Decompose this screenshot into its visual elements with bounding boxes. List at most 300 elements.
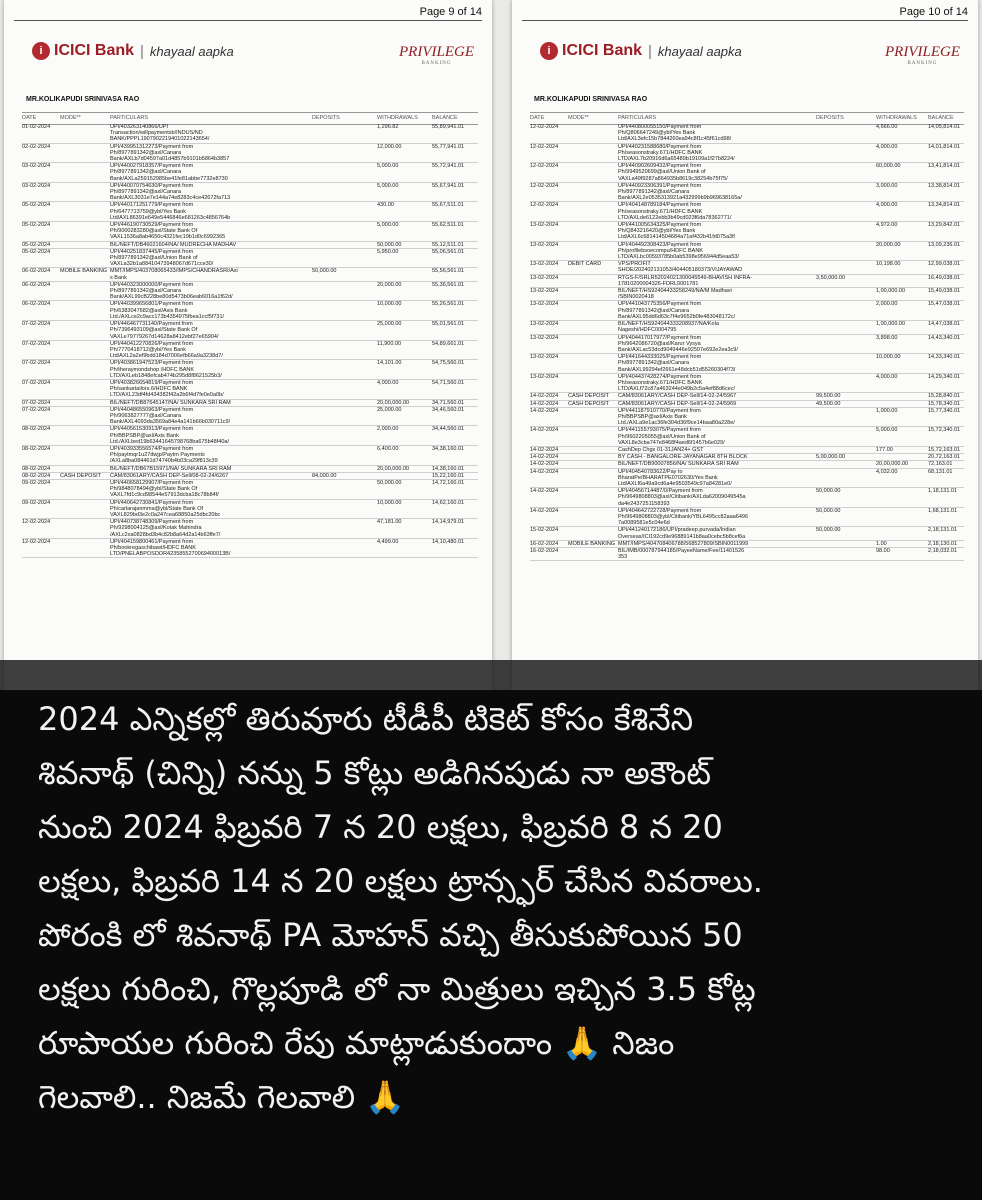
row-date: 07-02-2024 <box>22 399 51 406</box>
table-row <box>22 466 478 473</box>
row-deposit: 99,500.00 <box>816 393 841 400</box>
col-date-header: DATE <box>22 115 37 121</box>
particulars-line: UPI/404642722728/Payment from <box>618 507 702 514</box>
particulars-line: UPI/441043775356/Payment from <box>618 301 702 308</box>
row-particulars <box>618 242 810 261</box>
particulars-line: CAM/83061ARY/CASH DEP-Sell/08-02-24/6267 <box>110 472 229 479</box>
row-withdrawal: 10,198.00 <box>876 261 901 268</box>
particulars-line: Ph/9949520699@axl/Union Bank of <box>618 169 706 176</box>
row-withdrawal: 4,000.00 <box>876 373 898 380</box>
row-particulars <box>618 321 810 333</box>
particulars-line: CAM/83061ARY/CASH DEP-Sell/14-02-24/5967 <box>618 393 737 400</box>
table-row <box>22 400 478 407</box>
row-withdrawal: 1,000.00 <box>876 407 898 414</box>
row-balance: 15,47,038.01 <box>928 301 961 308</box>
row-balance: 15,77,340.01 <box>928 407 961 414</box>
particulars-line: Ltd/AXL3efc15b7844260ea94c8f1c45f61cd98/ <box>618 136 732 143</box>
particulars-line: Ph/8977891342@axl/Canara <box>110 149 182 156</box>
table-row <box>530 301 964 321</box>
row-particulars <box>618 469 810 488</box>
row-withdrawal: 177.00 <box>876 446 893 453</box>
bank-tagline: khayaal aapka <box>149 43 234 59</box>
particulars-line: VAXLa32b1a88410473948067d671cce30/ <box>110 261 214 268</box>
particulars-line: VAXL8e3cba747e8468f4aed6f1457b6e029/ <box>618 439 725 446</box>
row-particulars <box>618 508 810 527</box>
row-date: 13-02-2024 <box>530 274 559 281</box>
row-date: 05-02-2024 <box>22 202 51 209</box>
particulars-line: UPI/404148789184/Payment from <box>618 202 702 209</box>
row-withdrawal: 430.00 <box>377 202 394 209</box>
row-balance: 12,99,038.01 <box>928 261 961 268</box>
particulars-line: VAXLa49f9287a864935b8619c38254b75f75/ <box>618 175 728 182</box>
particulars-line: Ph/7396493109@axl/State Bank Of <box>110 327 198 334</box>
particulars-line: Ltd/AXL2a2ef9bdd184d7006efb66a9a3238d7/ <box>110 353 223 360</box>
row-balance: 13,09,236.01 <box>928 241 961 248</box>
row-balance: 55,36,561.01 <box>432 281 465 288</box>
particulars-line: Bank/AXL3031e7e144a74e8283c4ce42672fa713 <box>110 195 231 202</box>
row-balance: 14,14,979.01 <box>432 519 465 526</box>
particulars-line: Ph/9602205055@axl/Union Bank of <box>618 433 706 440</box>
table-row <box>22 282 478 302</box>
row-particulars <box>110 500 306 519</box>
table-row <box>22 426 478 446</box>
particulars-line: BIL/NEFT/HS924044333208937/NA/Kola <box>618 321 719 328</box>
row-particulars <box>110 242 306 248</box>
row-particulars <box>110 426 306 445</box>
row-withdrawal: 20,000.00 <box>377 281 402 288</box>
particulars-line: Ph/BBPSBP@axl/Axis Bank <box>110 432 179 439</box>
row-mode: MOBILE BANKING <box>568 540 616 547</box>
row-balance: 14,72,160.01 <box>432 479 465 486</box>
row-particulars <box>618 374 810 393</box>
row-withdrawal: 5,000.00 <box>377 163 399 170</box>
row-withdrawal: 25,000.00 <box>377 406 402 413</box>
particulars-line: Ph/8977891342@axl/Canara <box>110 288 182 295</box>
row-particulars <box>618 335 810 354</box>
table-row <box>22 124 478 144</box>
row-date: 13-02-2024 <box>530 334 559 341</box>
particulars-line: Bank/AXL99294ef2661e48dcb51d55260304f73/ <box>618 366 736 373</box>
row-date: 01-02-2024 <box>22 124 51 130</box>
row-particulars <box>110 183 306 202</box>
row-withdrawal: 5,000.00 <box>377 182 399 189</box>
particulars-line: 17810200004326-FDRL0001781 <box>618 280 699 287</box>
row-date: 12-02-2024 <box>530 202 559 209</box>
table-row <box>530 393 964 400</box>
icici-logo-icon: i <box>32 42 50 60</box>
post-caption <box>38 692 958 1124</box>
row-date: 07-02-2024 <box>22 406 51 413</box>
particulars-line: 7a0089581e5c04e6d <box>618 520 670 527</box>
row-balance: 14,05,814.01 <box>928 124 961 130</box>
row-deposit: 50,000.00 <box>816 488 841 495</box>
row-balance: 34,38,160.01 <box>432 445 465 452</box>
row-balance: 13,29,842.01 <box>928 222 961 229</box>
particulars-line: Ph/seasonstraky.671/HDFC BANK <box>618 379 703 386</box>
divider <box>522 20 968 21</box>
row-particulars <box>110 249 306 268</box>
particulars-line: Ph/8977891342@axl/Canara <box>110 169 182 176</box>
row-particulars <box>618 454 810 460</box>
row-deposit: 5,00,000.00 <box>816 454 846 461</box>
row-particulars <box>618 401 810 407</box>
row-withdrawal: 11,900.00 <box>377 340 402 347</box>
row-date: 07-02-2024 <box>22 379 51 386</box>
row-balance: 55,26,561.01 <box>432 301 465 308</box>
row-withdrawal: 10,000.00 <box>377 301 402 308</box>
page-number: Page 10 of 14 <box>899 6 968 18</box>
caption-line: లక్షలు గురించి, గొల్లపూడి లో నా మిత్రులు ఇచ్చిన 3.5 కోట్ల <box>38 970 756 1008</box>
row-balance: 15,78,340.01 <box>928 400 961 407</box>
bank-logo <box>540 42 742 60</box>
caption-line: శివనాథ్ (చిన్ని) నన్ను 5 కోట్లు అడిగినపుడు నా అకౌంట్ <box>38 754 712 792</box>
particulars-line: Ph/profilebsoecompu/HDFC BANK <box>618 247 703 254</box>
particulars-line: LTD/AXLf72c87a463244e049b2c5a4ef88d6cec/ <box>618 386 736 393</box>
row-balance: 15,28,840.01 <box>928 393 961 400</box>
particulars-line: Ph/bookregaschibawt/HDFC BANK <box>110 545 196 551</box>
table-row <box>530 548 964 561</box>
divider <box>14 20 482 21</box>
col-balance-header: BALANCE <box>432 115 458 121</box>
row-withdrawal: 1,296.82 <box>377 124 399 130</box>
table-row <box>530 222 964 242</box>
row-mode: DEBIT CARD <box>568 261 602 268</box>
row-balance: 13,41,814.01 <box>928 163 961 170</box>
row-particulars <box>618 548 810 560</box>
particulars-line: UPI/440231588680/Payment from <box>618 143 702 150</box>
particulars-line: Ph/sankartailors.6/HDFC BANK <box>110 386 188 393</box>
particulars-line: BIL/NEFT/HS92404433258249/NA/M Madhavi <box>618 288 732 295</box>
row-date: 05-02-2024 <box>22 248 51 255</box>
row-particulars <box>618 427 810 446</box>
particulars-line: UPI/441155793075/Payment from <box>618 427 701 434</box>
table-row <box>22 321 478 341</box>
particulars-line: UPI/403861947523/Payment from <box>110 360 194 367</box>
row-date: 16-02-2024 <box>530 548 559 554</box>
statement-page-right <box>512 0 978 690</box>
particulars-line: Bank/AXLb7d04597a01d4857b9101b5864b3857 <box>110 156 230 163</box>
particulars-line: Ph/7770418712@ybl/Yes Bank <box>110 346 187 353</box>
particulars-line: Ph/9649808803@axl/Citibank/AXLda62009049545a <box>618 494 746 501</box>
particulars-line: LTD/AXLeb1848efcab474b295d8f8621525b3/ <box>110 372 222 379</box>
particulars-line: BY CASH - BANGALORE-JAYANAGAR 8TH BLOCK <box>618 454 748 461</box>
row-date: 12-02-2024 <box>530 163 559 170</box>
particulars-line: UPI/440642730841/Payment from <box>110 499 194 506</box>
particulars-line: Ph/9000283280@axl/State Bank Of <box>110 228 198 235</box>
row-date: 13-02-2024 <box>530 373 559 380</box>
particulars-line: UPI/440323000000/Payment from <box>110 281 194 288</box>
particulars-line: BIL/NEFT/DB87645147/NA/ SUNKARA SRI RAM <box>110 399 231 406</box>
row-balance: 55,12,511.01 <box>432 241 464 248</box>
row-particulars <box>618 124 810 143</box>
caption-line: పోరంకి లో శివనాథ్ PA మోహన్ వచ్చి తీసుకుపోయిన 50 <box>38 916 743 954</box>
row-date: 06-02-2024 <box>22 281 51 288</box>
table-row <box>22 144 478 164</box>
row-withdrawal: 14,101.00 <box>377 360 402 367</box>
col-mode-header: MODE** <box>568 115 589 121</box>
row-withdrawal: 10,000.00 <box>876 354 901 361</box>
statement-page-left <box>4 0 492 690</box>
row-date: 13-02-2024 <box>530 222 559 229</box>
row-particulars <box>618 541 810 547</box>
table-row <box>22 202 478 222</box>
col-deposits-header: DEPOSITS <box>816 115 844 121</box>
row-particulars <box>618 447 810 453</box>
caption-line: లక్షలు, ఫిబ్రవరి 14 న 20 లక్షలు ట్రాన్స్ఫర్ చేసిన వివరాలు. <box>38 862 763 900</box>
table-row <box>530 354 964 374</box>
row-date: 13-02-2024 <box>530 241 559 248</box>
row-date: 09-02-2024 <box>22 499 51 506</box>
row-balance: 14,33,340.01 <box>928 354 961 361</box>
icici-logo-icon: i <box>540 42 558 60</box>
row-date: 03-02-2024 <box>22 182 51 189</box>
particulars-line: CAM/83061ARY/CASH DEP-Sell/14-02-24/5969 <box>618 400 737 407</box>
row-withdrawal: 4,000.00 <box>876 143 898 150</box>
table-row <box>530 202 964 222</box>
particulars-line: RTGS-F/SRLR52024021300045549-BHAVISH INFRA- <box>618 274 752 281</box>
row-balance: 20,72,163.01 <box>928 454 961 461</box>
row-date: 12-02-2024 <box>530 124 559 130</box>
table-row <box>530 527 964 540</box>
particulars-line: Ph/9848078494@ybl/State Bank Of <box>110 486 198 493</box>
particulars-line: Ph/8977891342@axl/Canara <box>110 189 182 196</box>
row-particulars <box>110 282 306 301</box>
row-particulars <box>618 144 810 163</box>
row-balance: 2,18,032.01 <box>928 548 958 554</box>
row-particulars <box>618 222 810 241</box>
particulars-line: UPI/404540783622/Pay to <box>618 468 683 475</box>
row-particulars <box>110 268 306 280</box>
particulars-line: SHOE/202402131053/404405180373/VIJAYAWAD <box>618 267 743 274</box>
row-balance: 34,44,560.01 <box>432 426 465 433</box>
table-row <box>530 124 964 144</box>
col-particulars-header: PARTICULARS <box>110 115 149 121</box>
col-withdrawals-header: WITHDRAWALS <box>876 115 917 121</box>
particulars-line: Bank/AXL99cB228be80d5473b06eab6016a1f62d/ <box>110 294 233 301</box>
col-mode-header: MODE** <box>60 115 81 121</box>
table-row <box>22 183 478 203</box>
row-date: 12-02-2024 <box>22 538 51 545</box>
row-date: 08-02-2024 <box>22 472 51 479</box>
particulars-line: LTD/AXL23df4fd434382f42a2b6f4d7fe0e0a0b/ <box>110 392 224 399</box>
particulars-line: BIL/IMB/000787944185/PayeeName/Fee/11401526 <box>618 548 745 554</box>
privilege-banking-logo: PRIVILEGE BANKING <box>885 44 960 66</box>
table-row <box>22 473 478 480</box>
particulars-line: UPI/404437428274/Payment from <box>618 373 702 380</box>
particulars-line: UPI/439951312273/Payment from <box>110 143 194 150</box>
table-row <box>22 500 478 520</box>
particulars-line: UPI/440902609432/Payment from <box>618 163 702 170</box>
particulars-line: VAXL1536a8ab4650c4321fec19b1d0c6992365 <box>110 234 226 241</box>
particulars-line: da4e2437251158393 <box>618 500 670 507</box>
row-particulars <box>110 202 306 221</box>
particulars-line: VAXL7fd1c9cd98544e57913dcba18c78b84f/ <box>110 492 219 499</box>
row-date: 15-02-2024 <box>530 527 559 534</box>
row-date: 07-02-2024 <box>22 340 51 347</box>
table-row <box>22 480 478 500</box>
table-row <box>530 321 964 334</box>
particulars-line: UPI/440070754630/Payment from <box>110 182 194 189</box>
table-row <box>22 539 478 559</box>
particulars-line: UPI/441005634325/Payment from <box>618 222 702 229</box>
row-particulars <box>618 183 810 202</box>
particulars-line: Ph/8977891342@axl/Canara <box>618 307 690 314</box>
row-balance: 15,22,160.01 <box>432 472 465 479</box>
row-date: 08-02-2024 <box>22 465 51 472</box>
row-balance: 72,163.01 <box>928 461 953 468</box>
caption-line: నుంచి 2024 ఫిబ్రవరి 7 న 20 లక్షలు, ఫిబ్రవరి 8 న 20 <box>38 808 723 846</box>
particulars-line: Ph/9063827777@axl/Canara <box>110 412 182 419</box>
row-date: 08-02-2024 <box>22 426 51 433</box>
row-withdrawal: 60,000.00 <box>876 163 901 170</box>
row-particulars <box>110 446 306 465</box>
row-balance: 2,18,130.01 <box>928 540 958 547</box>
row-date: 14-02-2024 <box>530 488 559 495</box>
table-row <box>22 360 478 380</box>
particulars-line: UPI/403263140866/UPI <box>110 124 169 130</box>
privilege-banking-logo: PRIVILEGE BANKING <box>399 44 474 66</box>
table-row <box>530 427 964 447</box>
particulars-line: UPI/440399656801/Payment from <box>110 301 194 308</box>
row-particulars <box>618 527 810 539</box>
caption-line: రూపాయల గురించి రేపు మాట్లాడుకుందాం 🙏 నిజం <box>38 1024 675 1062</box>
particulars-line: VPS/PROFIT <box>618 261 651 268</box>
row-particulars <box>110 466 306 472</box>
row-deposit: 49,500.00 <box>816 400 841 407</box>
table-row <box>530 261 964 274</box>
particulars-line: BIL/NEFT/DB46021604/NA/ MUDRECHA MADHAV <box>110 241 237 248</box>
particulars-line: LTD/AXL7b20916d6a65489b19109a1f27b8224/ <box>618 156 735 163</box>
particulars-line: Bank/AXL2e0535313921a432999b9b969638165a/ <box>618 195 742 202</box>
row-particulars <box>110 222 306 241</box>
col-withdrawals-header: WITHDRAWALS <box>377 115 418 121</box>
row-withdrawal: 98.00 <box>876 548 890 554</box>
particulars-line: UPI/404492308423/Payment from <box>618 241 702 248</box>
row-withdrawal: 3,898.00 <box>876 334 898 341</box>
row-particulars <box>110 519 306 538</box>
particulars-line: Ltd/AXL86391e649e5446846e681263c4856764b <box>110 214 231 221</box>
row-withdrawal: 25,000.00 <box>377 321 402 328</box>
row-balance: 14,43,340.01 <box>928 334 961 341</box>
row-date: 08-02-2024 <box>22 445 51 452</box>
particulars-line: UPI/441187910770/Payment from <box>618 407 701 414</box>
particulars-line: UPI/440658129907/Payment from <box>110 479 194 486</box>
row-particulars <box>618 408 810 427</box>
table-row <box>530 461 964 468</box>
row-date: 03-02-2024 <box>22 163 51 170</box>
particulars-line: MMT/IMPS/403708065433/IMPS/CHANDRASRI/Axi <box>110 268 238 275</box>
account-holder-name: MR.KOLIKAPUDI SRINIVASA RAO <box>26 96 140 103</box>
table-row <box>530 454 964 461</box>
row-date: 14-02-2024 <box>530 507 559 514</box>
particulars-line: UPI/404417017977/Payment from <box>618 334 702 341</box>
table-row <box>530 488 964 508</box>
row-date: 12-02-2024 <box>22 519 51 526</box>
row-date: 14-02-2024 <box>530 400 559 407</box>
row-date: 14-02-2024 <box>530 446 559 453</box>
table-row <box>530 144 964 164</box>
row-balance: 14,01,814.01 <box>928 143 961 150</box>
row-particulars <box>618 301 810 320</box>
bank-name: ICICI Bank <box>562 42 643 59</box>
particulars-line: Bank/AXL95dd6d63c7f4e9652b0fe483048172c/ <box>618 313 736 320</box>
row-deposit: 50,000.00 <box>816 527 841 534</box>
row-withdrawal: 3,000.00 <box>876 182 898 189</box>
row-particulars <box>618 461 810 467</box>
row-balance: 55,67,511.01 <box>432 202 464 209</box>
particulars-line: Ph/6477713759@ybl/Yes Bank <box>110 208 187 215</box>
table-row <box>530 469 964 489</box>
row-balance: 15,72,163.01 <box>928 446 961 453</box>
row-balance: 34,71,560.01 <box>432 399 465 406</box>
particulars-line: UPI/403826654819/Payment from <box>110 379 194 386</box>
particulars-line: UPI/404159800461/Payment from <box>110 538 194 545</box>
particulars-line: Ltd./AXLbed19b63441645798768ba675b48f40a/ <box>110 438 229 445</box>
logo-separator: | <box>648 42 652 60</box>
table-row <box>22 242 478 249</box>
bank-tagline: khayaal aapka <box>657 43 742 59</box>
row-particulars <box>110 360 306 379</box>
table-row <box>22 163 478 183</box>
table-row <box>530 335 964 355</box>
row-deposit: 50,000.00 <box>816 507 841 514</box>
row-withdrawal: 20,00,000.00 <box>377 465 410 472</box>
table-row <box>530 541 964 548</box>
row-particulars <box>618 354 810 373</box>
row-withdrawal: 6,400.00 <box>377 445 399 452</box>
particulars-line: Ph/BBPSBP@axl/Axis Bank <box>618 413 687 420</box>
table-row <box>530 288 964 301</box>
particulars-line: Nageshi/HDFC0004795 <box>618 327 677 334</box>
col-date-header: DATE <box>530 115 545 121</box>
row-date: 05-02-2024 <box>22 241 51 248</box>
row-balance: 55,06,561.01 <box>432 248 465 255</box>
particulars-line: UPI/440923306391/Payment from <box>618 182 702 189</box>
row-balance: 14,10,480.01 <box>432 538 465 545</box>
particulars-line: UPI/440800055150/Payment from <box>618 124 702 130</box>
row-particulars <box>110 163 306 182</box>
table-row <box>22 301 478 321</box>
particulars-line: UPI/40456714487/0/Payment from <box>618 488 703 495</box>
table-row <box>22 519 478 539</box>
table-row <box>22 407 478 427</box>
particulars-line: Ltd./AXLa9e1ac36fe304d36f9ce14baa80a228e/ <box>618 420 735 427</box>
particulars-line: BharatPe/BHARATPE0702630/Yes Bank <box>618 474 718 481</box>
table-row <box>530 242 964 262</box>
row-date: 06-02-2024 <box>22 301 51 308</box>
particulars-line: UPI/440561530913/Payment from <box>110 426 194 433</box>
row-mode: CASH DEPOSIT <box>568 400 609 407</box>
row-particulars <box>110 407 306 426</box>
particulars-line: CashDep Chgs 01-31JAN24+ GST <box>618 446 704 453</box>
row-date: 13-02-2024 <box>530 261 559 268</box>
row-balance: 16,49,038.01 <box>928 274 961 281</box>
particulars-line: Ph/carlarajanmma@ybl/State Bank Of <box>110 505 204 512</box>
row-withdrawal: 2,000.00 <box>876 301 898 308</box>
particulars-line: VAXL829bd3e2c0a247cea68850a25dbc20bc <box>110 511 221 518</box>
particulars-line: s Bank <box>110 274 127 281</box>
row-balance: 14,47,038.01 <box>928 321 961 328</box>
particulars-line: UPI/440171251779/Payment from <box>110 202 194 209</box>
row-date: 14-02-2024 <box>530 468 559 475</box>
particulars-line: UPI/440412270826/Payment from <box>110 340 194 347</box>
row-particulars <box>110 380 306 399</box>
row-particulars <box>618 275 810 287</box>
table-row <box>530 163 964 183</box>
row-particulars <box>110 539 306 558</box>
row-withdrawal: 10,000.00 <box>377 499 402 506</box>
row-withdrawal: 4,972.00 <box>876 222 898 229</box>
